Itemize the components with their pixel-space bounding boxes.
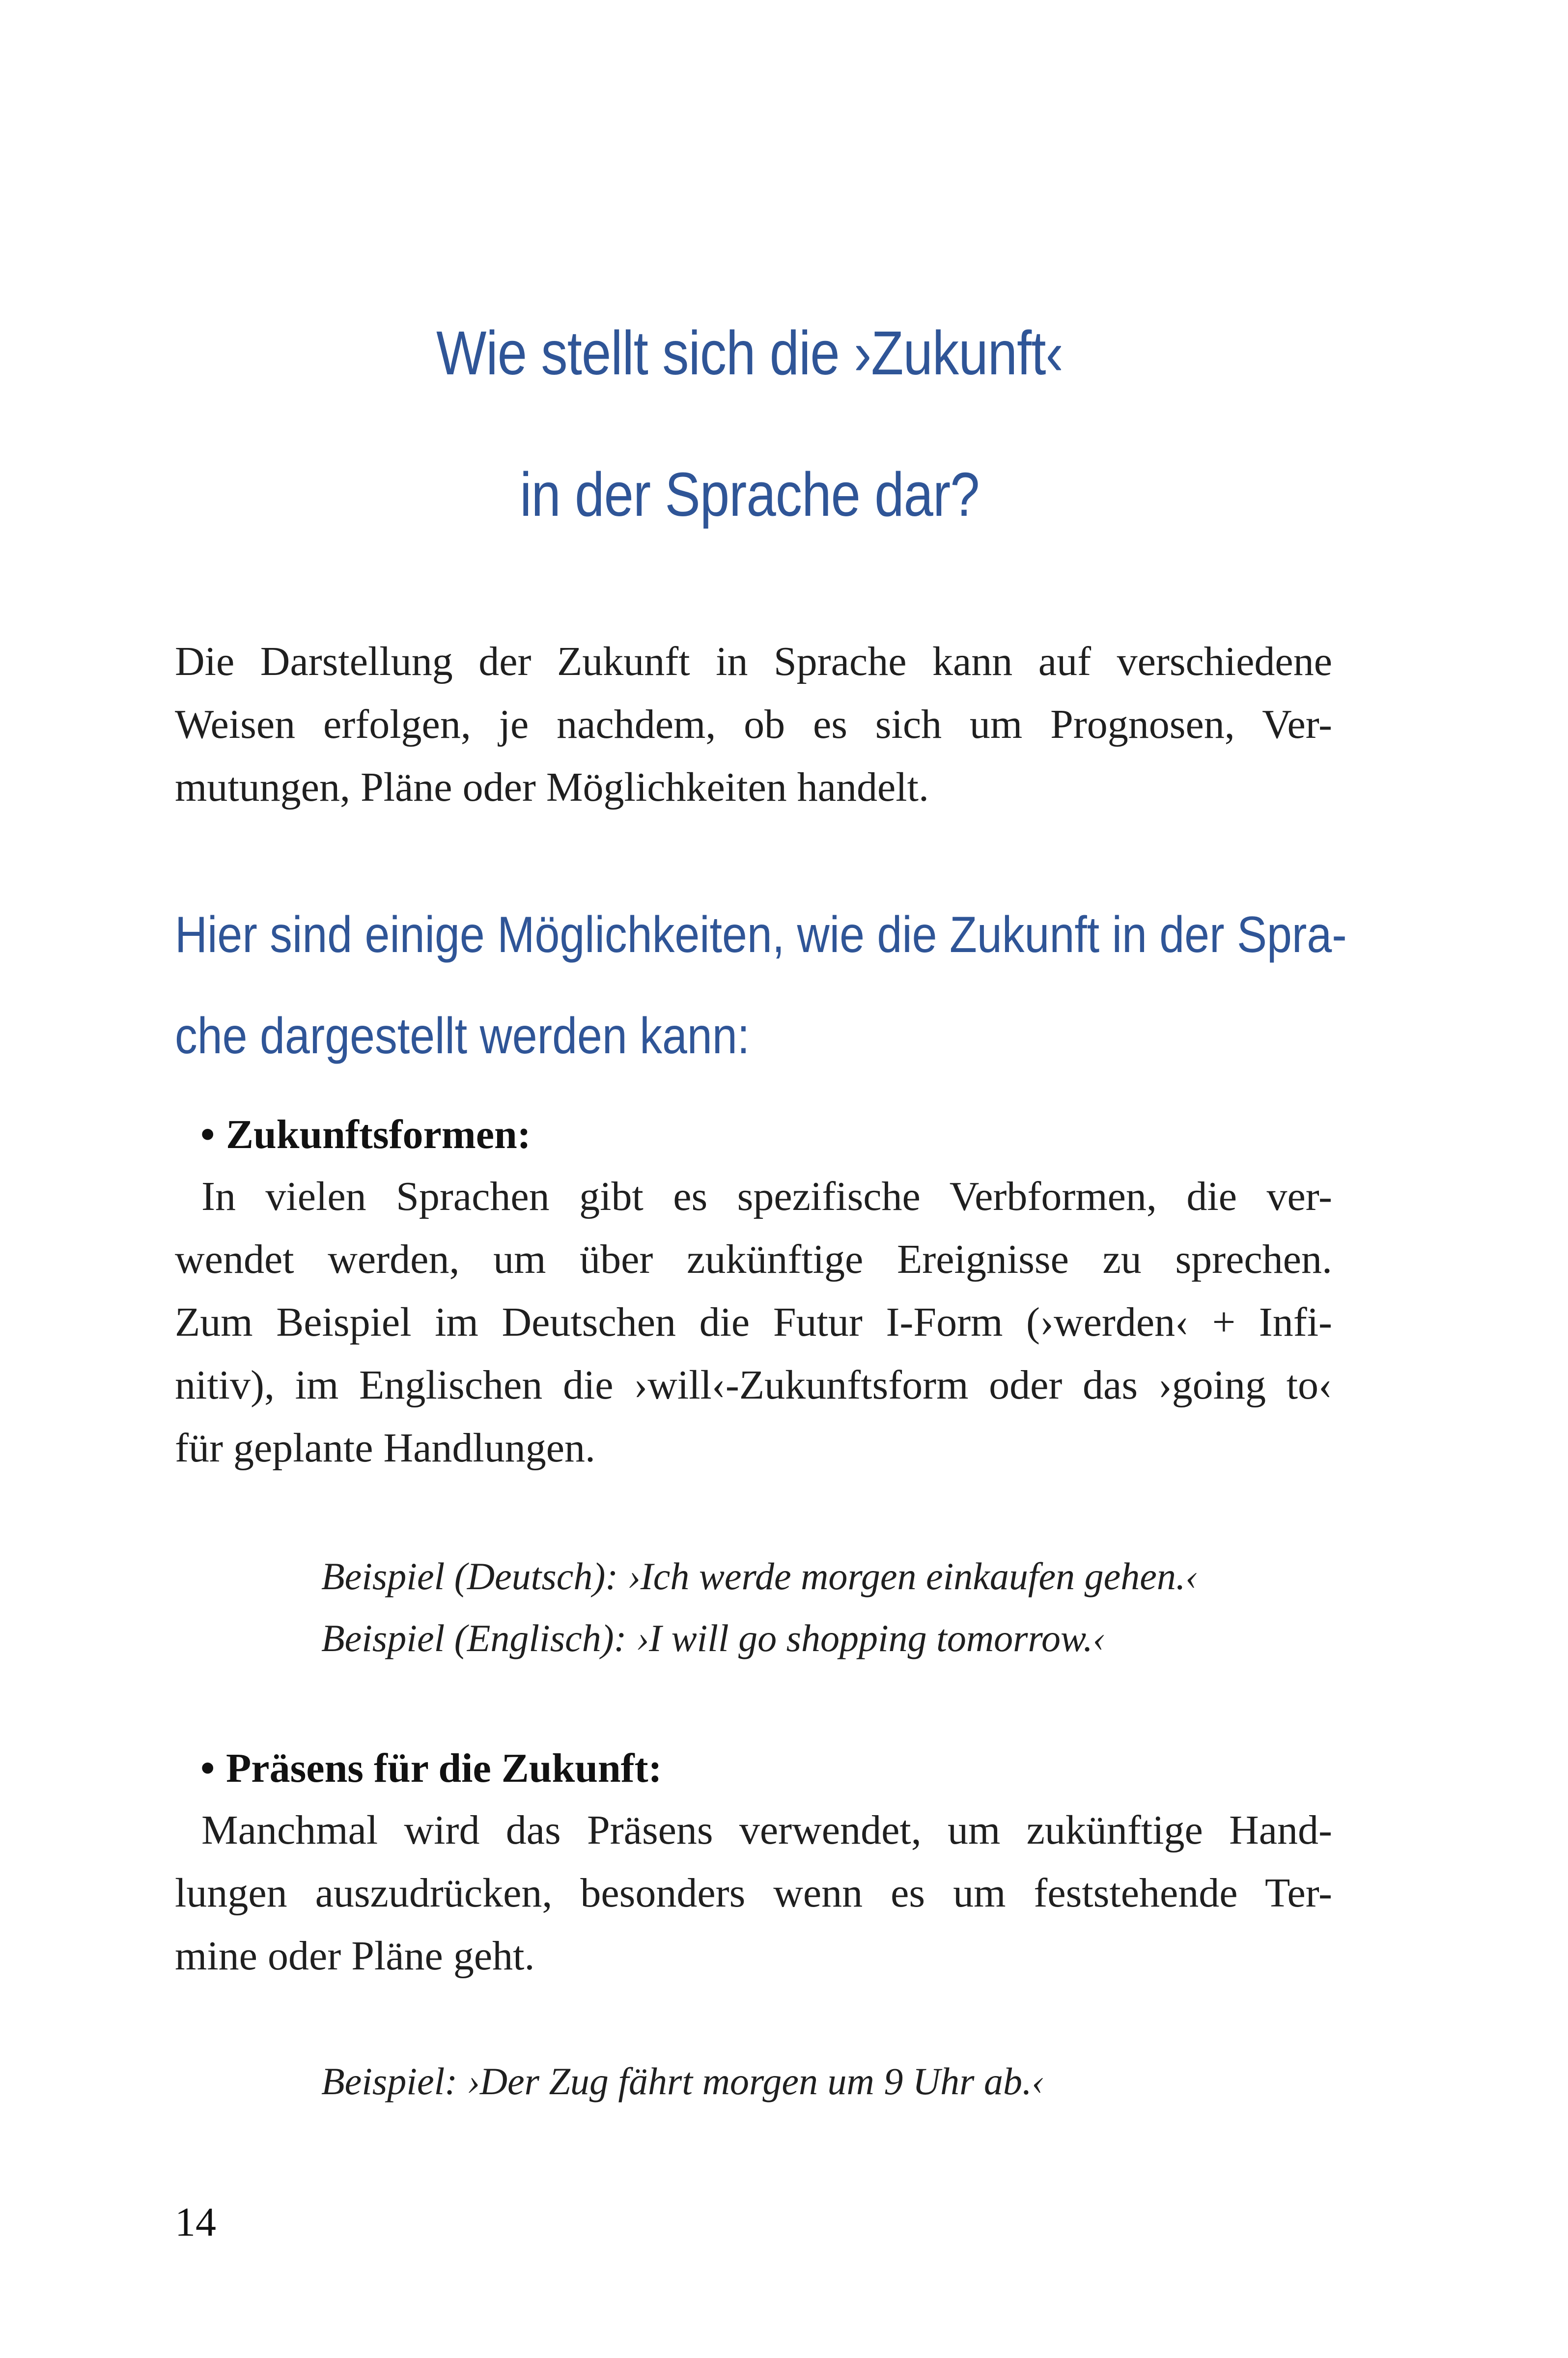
paragraph-line: nitiv), im Englischen die ›will‹-Zukunftsform oder das ›going to‹ bbox=[175, 1362, 1332, 1408]
paragraph-line: In vielen Sprachen gibt es spezifische Verbformen, die ver- bbox=[201, 1174, 1332, 1219]
example-line: Beispiel (Deutsch): ›Ich werde morgen einkaufen gehen.‹ bbox=[321, 1555, 1199, 1598]
intro-line: mutungen, Pläne oder Möglichkeiten handelt. bbox=[175, 764, 929, 810]
section-heading bbox=[175, 884, 1347, 1087]
paragraph-line: lungen auszudrücken, besonders wenn es um feststehende Ter- bbox=[175, 1870, 1332, 1916]
example-line: Beispiel (Englisch): ›I will go shopping tomorrow.‹ bbox=[321, 1617, 1106, 1659]
section-heading-line: Hier sind einige Möglichkeiten, wie die Zukunft in der Spra- bbox=[175, 906, 1347, 963]
intro-paragraph bbox=[175, 630, 1332, 819]
bullet-heading-zukunftsformen bbox=[200, 1103, 531, 1166]
bullet-icon: • bbox=[200, 1112, 215, 1157]
zukunftsformen-examples bbox=[321, 1545, 1353, 1669]
example-line: Beispiel: ›Der Zug fährt morgen um 9 Uhr ab.‹ bbox=[321, 2060, 1045, 2103]
praesens-examples bbox=[321, 2050, 1353, 2112]
paragraph-line: Zum Beispiel im Deutschen die Futur I-Form (›werden‹ + Infi- bbox=[175, 1299, 1332, 1345]
bullet-heading-praesens bbox=[200, 1737, 662, 1800]
praesens-paragraph bbox=[175, 1799, 1332, 1988]
bullet-heading-text: Präsens für die Zukunft: bbox=[226, 1745, 662, 1791]
intro-line: Weisen erfolgen, je nachdem, ob es sich um Prognosen, Ver- bbox=[175, 702, 1332, 747]
intro-line: Die Darstellung der Zukunft in Sprache kann auf verschiedene bbox=[175, 639, 1332, 684]
paragraph-line: wendet werden, um über zukünftige Ereignisse zu sprechen. bbox=[175, 1236, 1332, 1282]
zukunftsformen-paragraph bbox=[175, 1165, 1332, 1480]
chapter-title-line: Wie stellt sich die ›Zukunft‹ bbox=[436, 318, 1063, 388]
chapter-title-line: in der Sprache dar? bbox=[520, 460, 980, 529]
chapter-title bbox=[255, 282, 1244, 565]
paragraph-line: Manchmal wird das Präsens verwendet, um zukünftige Hand- bbox=[201, 1807, 1332, 1853]
paragraph-line: mine oder Pläne geht. bbox=[175, 1933, 535, 1979]
paragraph-line: für geplante Handlungen. bbox=[175, 1425, 596, 1471]
bullet-heading-text: Zukunftsformen: bbox=[226, 1112, 531, 1157]
page-number: 14 bbox=[175, 2199, 216, 2245]
section-heading-line: che dargestellt werden kann: bbox=[175, 1008, 750, 1065]
bullet-icon: • bbox=[200, 1745, 215, 1791]
